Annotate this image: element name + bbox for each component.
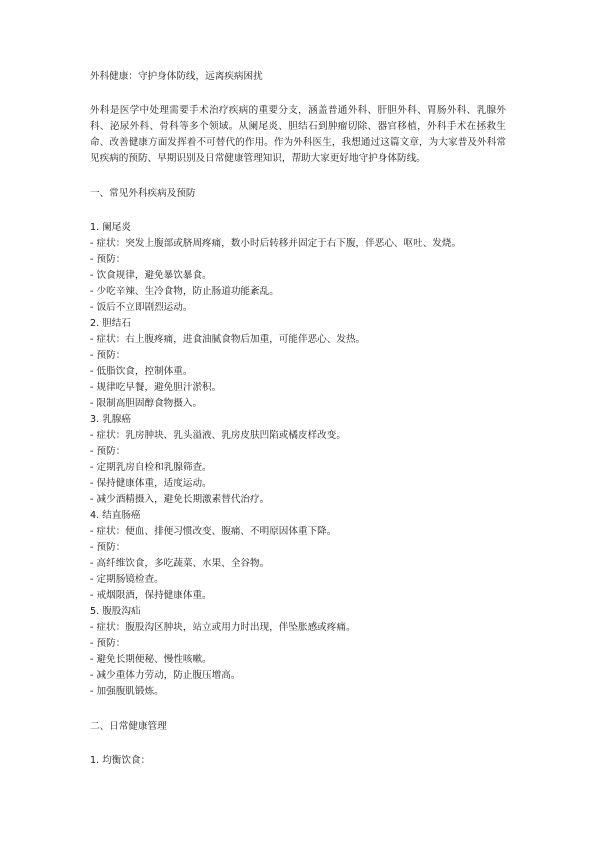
list-item: - 避免长期便秘、慢性咳嗽。 <box>90 654 212 665</box>
list-item: - 定期乳房自检和乳腺筛查。 <box>90 462 212 473</box>
list-item: 1. 均衡饮食： <box>90 755 151 766</box>
list-item: - 预防： <box>90 542 126 553</box>
section-body-common-diseases <box>90 220 506 700</box>
list-item: - 预防： <box>90 350 126 361</box>
list-item: - 症状：腹股沟区肿块，站立或用力时出现，伴坠胀感或疼痛。 <box>90 622 356 633</box>
list-item: - 加强腹肌锻炼。 <box>90 686 164 697</box>
list-item: - 高纤维饮食，多吃蔬菜、水果、全谷物。 <box>90 558 270 569</box>
document-page <box>90 69 506 769</box>
list-item: - 预防： <box>90 446 126 457</box>
list-item: - 饭后不立即剧烈运动。 <box>90 302 193 313</box>
list-item: - 症状：便血、排便习惯改变、腹痛、不明原因体重下降。 <box>90 526 337 537</box>
list-item: - 定期肠镜检查。 <box>90 574 164 585</box>
list-item: 1. 阑尾炎 <box>90 222 131 233</box>
list-item: - 症状：突发上腹部或脐周疼痛，数小时后转移并固定于右下腹，伴恶心、呕吐、发烧。 <box>90 238 462 249</box>
list-item: 4. 结直肠癌 <box>90 510 141 521</box>
list-item: - 戒烟限酒，保持健康体重。 <box>90 590 212 601</box>
list-item: - 规律吃早餐，避免胆汁淤积。 <box>90 382 222 393</box>
section-heading-daily-health: 二、日常健康管理 <box>90 721 167 732</box>
list-item: - 预防： <box>90 638 126 649</box>
list-item: - 减少重体力劳动，防止腹压增高。 <box>90 670 241 681</box>
list-item: - 保持健康体重，适度运动。 <box>90 478 212 489</box>
section-heading-common-diseases: 一、常见外科疾病及预防 <box>90 188 196 199</box>
list-item: - 症状：右上腹疼痛，进食油腻食物后加重，可能伴恶心、发热。 <box>90 334 366 345</box>
document-title: 外科健康：守护身体防线，远离疾病困扰 <box>90 71 263 82</box>
list-item: - 低脂饮食，控制体重。 <box>90 366 193 377</box>
list-item: - 症状：乳房肿块、乳头溢液、乳房皮肤凹陷或橘皮样改变。 <box>90 430 346 441</box>
list-item: - 预防： <box>90 254 126 265</box>
list-item: 2. 胆结石 <box>90 318 131 329</box>
list-item: 5. 腹股沟疝 <box>90 606 141 617</box>
section-body-daily-health <box>90 753 506 769</box>
list-item: 3. 乳腺癌 <box>90 414 131 425</box>
list-item: - 饮食规律，避免暴饮暴食。 <box>90 270 212 281</box>
list-item: - 限制高胆固醇食物摄入。 <box>90 398 203 409</box>
list-item: - 少吃辛辣、生冷食物，防止肠道功能紊乱。 <box>90 286 279 297</box>
list-item: - 减少酒精摄入，避免长期激素替代治疗。 <box>90 494 270 505</box>
intro-paragraph: 外科是医学中处理需要手术治疗疾病的重要分支，涵盖普通外科、肝胆外科、胃肠外科、乳腺外科、泌尿外科、骨科等多个领域。从阑尾炎、胆结石到肿瘤切除、器官移植，外科手术在拯救生命、改善健康方面发挥着不可替代的作用。作为外科医生，我想通过这篇文章，为大家普及外科常见疾病的预防、早期识别及日常健康管理知识，帮助大家更好地守护身体防线。 <box>90 105 506 164</box>
